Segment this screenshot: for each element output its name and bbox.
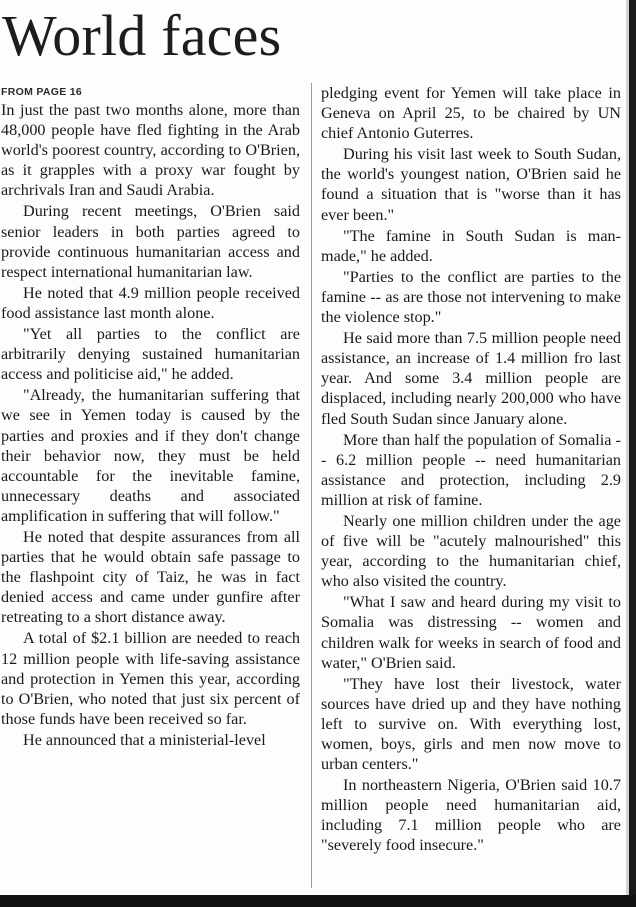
paragraph: In northeastern Nigeria, O'Brien said 10.7 million people need humanitarian aid, including 7.1 million people who are "severely food insecure."	[321, 776, 621, 855]
paragraph: He noted that despite assurances from all parties that he would obtain safe passage to the flashpoint city of Taiz, he was in fact denied access and came under gunfire after retreating to a short distance away.	[1, 527, 300, 627]
paragraph: He said more than 7.5 million people need assistance, an increase of 1.4 million fro last year. And some 3.4 million people are displaced, including nearly 200,000 who have fled South Sudan since January alone.	[321, 329, 621, 428]
scan-edge-border	[629, 0, 636, 907]
headline: World faces	[2, 3, 282, 68]
paragraph-continuation: pledging event for Yemen will take place in Geneva on April 25, to be chaired by UN chief Antonio Guterres.	[321, 84, 621, 143]
paragraph: He announced that a ministerial-level	[23, 730, 266, 749]
jump-label: FROM PAGE 16	[1, 86, 83, 98]
paragraph: "What I saw and heard during my visit to Somalia was distressing -- women and children walk for weeks in search of food and water," O'Brien said.	[321, 593, 621, 672]
right-column	[321, 83, 621, 857]
paragraph: "Yet all parties to the conflict are arbitrarily denying sustained humanitarian access and politicise aid," he added.	[1, 325, 300, 384]
paragraph: Nearly one million children under the age of five will be "acutely malnourished" this year, according to the humanitarian chief, who also visited the country.	[321, 511, 621, 591]
paragraph: In just the past two months alone, more than 48,000 people have fled fighting in the Arab world's poorest country, according to O'Brien, as it grapples with a proxy war fought by archrivals Iran and Saudi Arabia.	[1, 101, 300, 200]
paragraph: He noted that 4.9 million people received food assistance last month alone.	[1, 283, 300, 322]
paragraph: More than half the population of Somalia -- 6.2 million people -- need humanitarian assistance and protection, including 2.9 million at risk of famine.	[321, 430, 621, 509]
scan-bottom-border	[0, 895, 636, 907]
paragraph: "The famine in South Sudan is man-made," he added.	[321, 226, 621, 265]
paragraph: "They have lost their livestock, water sources have dried up and they have nothing left to survive on. With everything lost, women, boys, girls and men now move to urban centers."	[321, 674, 621, 774]
paragraph: A total of $2.1 billion are needed to reach 12 million people with life-saving assistance and protection in Yemen this year, according to O'Brien, who noted that just six percent of those funds have been received so far.	[1, 629, 300, 728]
column-divider	[311, 83, 312, 888]
paragraph: During recent meetings, O'Brien said senior leaders in both parties agreed to provide continuous humanitarian access and respect international humanitarian law.	[1, 202, 300, 281]
left-column	[1, 83, 300, 751]
paragraph: "Already, the humanitarian suffering that we see in Yemen today is caused by the parties and proxies and if they don't change their behavior now, they must be held accountable for the inevitable famine, unnecessary deaths and associated amplification in suffering that will follow."	[1, 386, 300, 525]
paragraph: During his visit last week to South Sudan, the world's youngest nation, O'Brien said he found a situation that is "worse than it has ever been."	[321, 145, 621, 224]
paragraph: "Parties to the conflict are parties to the famine -- as are those not intervening to make the violence stop."	[321, 267, 621, 327]
